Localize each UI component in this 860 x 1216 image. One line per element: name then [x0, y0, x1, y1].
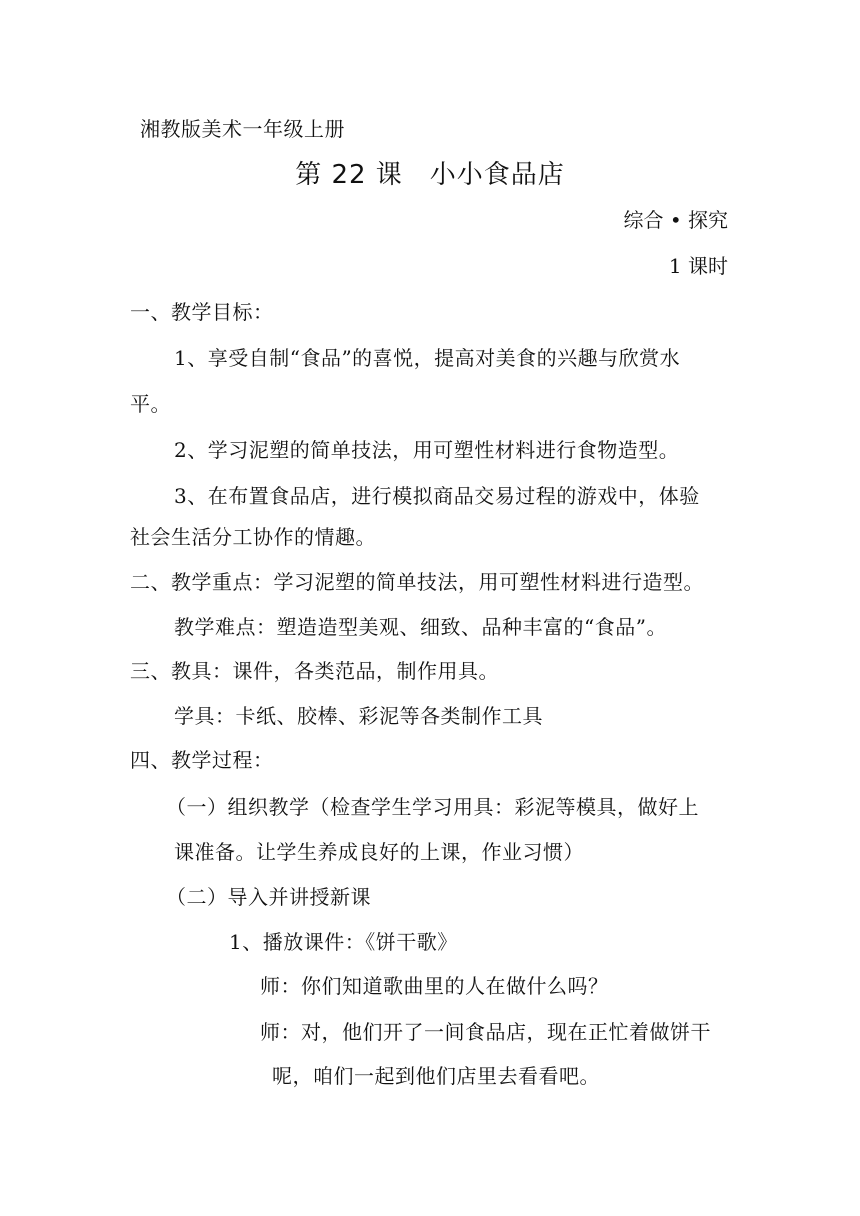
dialog-2-line-1: 师：对，他们开了一间食品店，现在正忙着做饼干: [260, 1020, 711, 1044]
textbook-label: 湘教版美术一年级上册: [140, 117, 345, 141]
student-tools: 学具：卡纸、胶棒、彩泥等各类制作工具: [174, 704, 543, 728]
objective-2: 2、学习泥塑的简单技法，用可塑性材料进行食物造型。: [174, 438, 680, 462]
objective-1-line-2: 平。: [130, 392, 171, 416]
objective-3-line-2: 社会生活分工协作的情趣。: [130, 525, 376, 549]
dialog-2-line-2: 呢，咱们一起到他们店里去看看吧。: [272, 1064, 600, 1088]
lesson-category: 综合 • 探究: [623, 208, 728, 232]
step-1-line-1: （一）组织教学（检查学生学习用具：彩泥等模具，做好上: [166, 795, 699, 819]
objectives-heading: 一、教学目标：: [130, 300, 274, 324]
step-1-line-2: 课准备。让学生养成良好的上课，作业习惯）: [174, 840, 584, 864]
step-2: （二）导入并讲授新课: [166, 885, 371, 909]
lesson-title: 第 22 课 小小食品店: [295, 160, 565, 190]
dialog-1: 师：你们知道歌曲里的人在做什么吗？: [260, 974, 609, 998]
lesson-duration: 1 课时: [668, 254, 728, 278]
process-heading: 四、教学过程：: [130, 748, 274, 772]
difficulty-point: 教学难点：塑造造型美观、细致、品种丰富的“食品”。: [174, 615, 667, 639]
key-point: 二、教学重点：学习泥塑的简单技法，用可塑性材料进行造型。: [130, 570, 704, 594]
item-1: 1、播放课件：《饼干歌》: [229, 930, 458, 954]
objective-3-line-1: 3、在布置食品店，进行模拟商品交易过程的游戏中，体验: [174, 484, 700, 508]
objective-1-line-1: 1、享受自制“食品”的喜悦，提高对美食的兴趣与欣赏水: [174, 346, 681, 370]
teaching-tools: 三、教具：课件，各类范品，制作用具。: [130, 659, 499, 683]
